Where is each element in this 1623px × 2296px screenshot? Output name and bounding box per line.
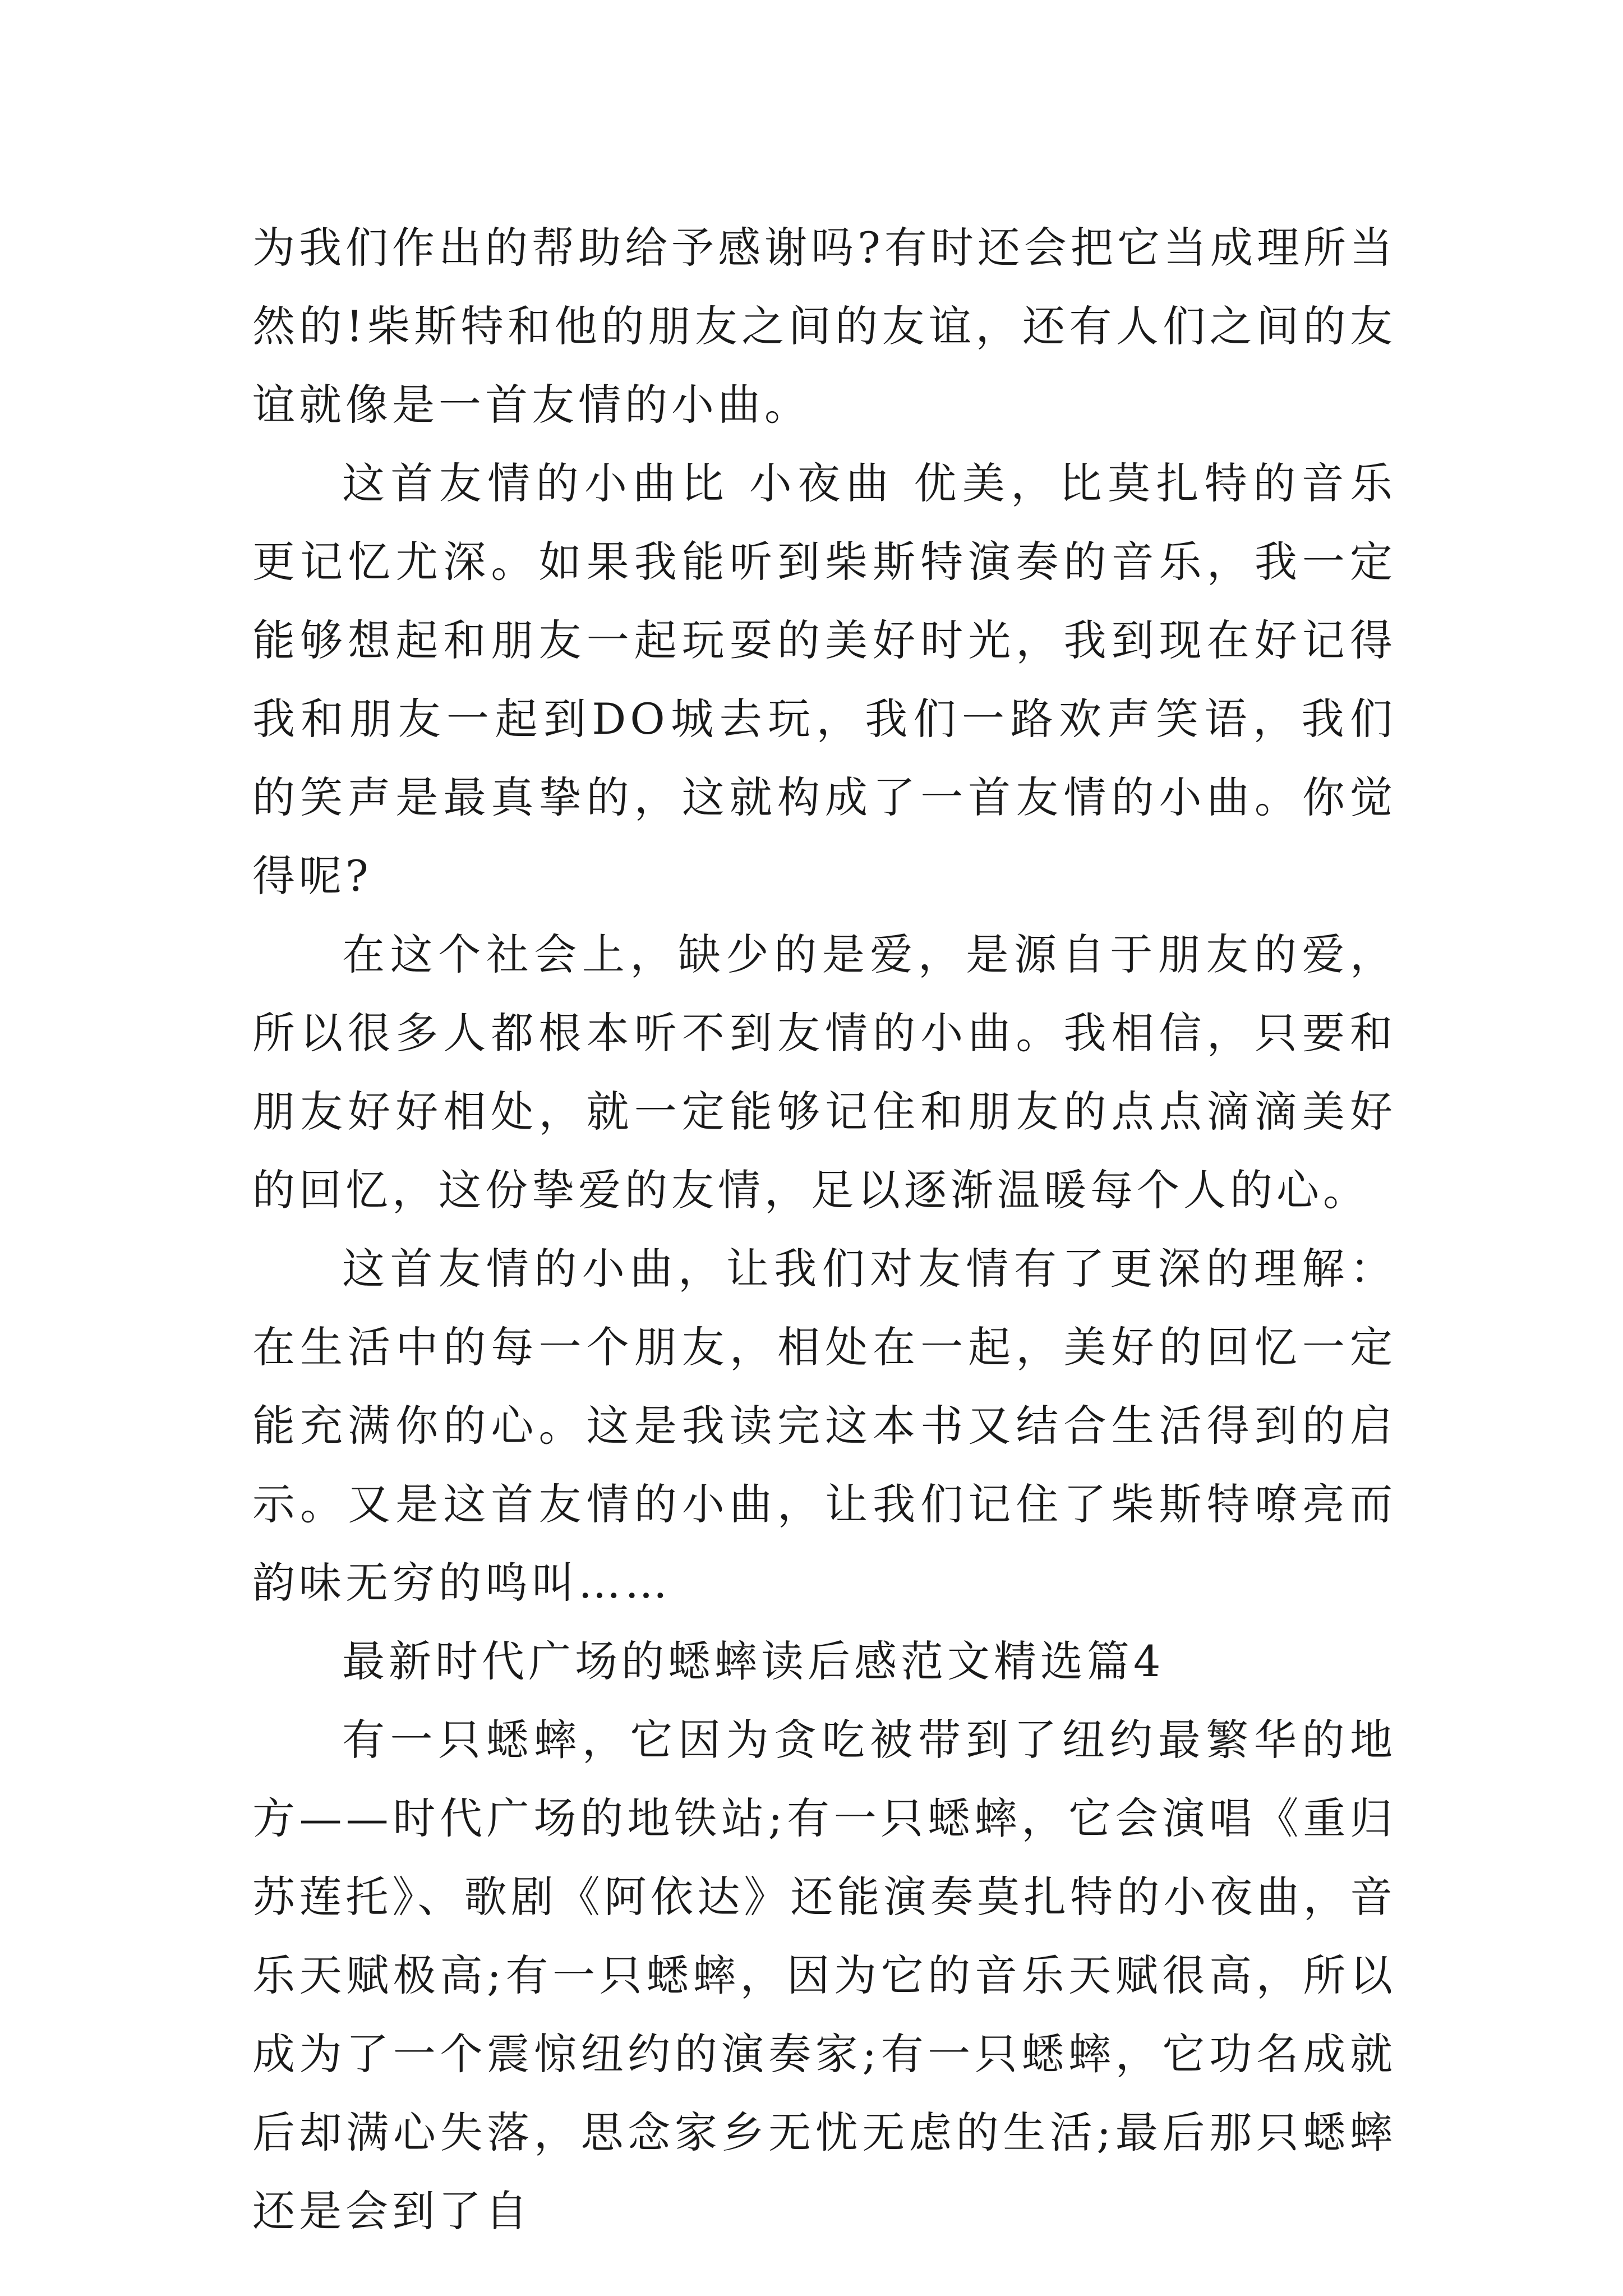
paragraph-4: 这首友情的小曲，让我们对友情有了更深的理解：在生活中的每一个朋友，相处在一起，美好的回忆一定能充满你的心。这是我读完这本书又结合生活得到的启示。又是这首友情的小曲，让我们记住了柴斯特嘹亮而韵味无穷的鸣叫…… [252,1244,1396,1608]
document-body [252,209,1396,2251]
paragraph-2: 这首友情的小曲比 小夜曲 优美，比莫扎特的音乐更记忆尤深。如果我能听到柴斯特演奏的音乐，我一定能够想起和朋友一起玩耍的美好时光，我到现在好记得我和朋友一起到DO城去玩，我们一路欢声笑语，我们的笑声是最真挚的，这就构成了一首友情的小曲。你觉得呢? [252,458,1396,901]
paragraph-1: 为我们作出的帮助给予感谢吗?有时还会把它当成理所当然的!柴斯特和他的朋友之间的友谊，还有人们之间的友谊就像是一首友情的小曲。 [252,223,1396,430]
paragraph-5: 有一只蟋蟀，它因为贪吃被带到了纽约最繁华的地方——时代广场的地铁站;有一只蟋蟀，它会演唱《重归苏莲托》、歌剧《阿依达》还能演奏莫扎特的小夜曲，音乐天赋极高;有一只蟋蟀，因为它的音乐天赋很高，所以成为了一个震惊纽约的演奏家;有一只蟋蟀，它功名成就后却满心失落，思念家乡无忧无虑的生活;最后那只蟋蟀还是会到了自 [252,1715,1396,2236]
section-heading: 最新时代广场的蟋蟀读后感范文精选篇4 [342,1636,1165,1686]
paragraph-3: 在这个社会上，缺少的是爱，是源自于朋友的爱，所以很多人都根本听不到友情的小曲。我相信，只要和朋友好好相处，就一定能够记住和朋友的点点滴滴美好的回忆，这份挚爱的友情，足以逐渐温暖每个人的心。 [252,930,1396,1215]
